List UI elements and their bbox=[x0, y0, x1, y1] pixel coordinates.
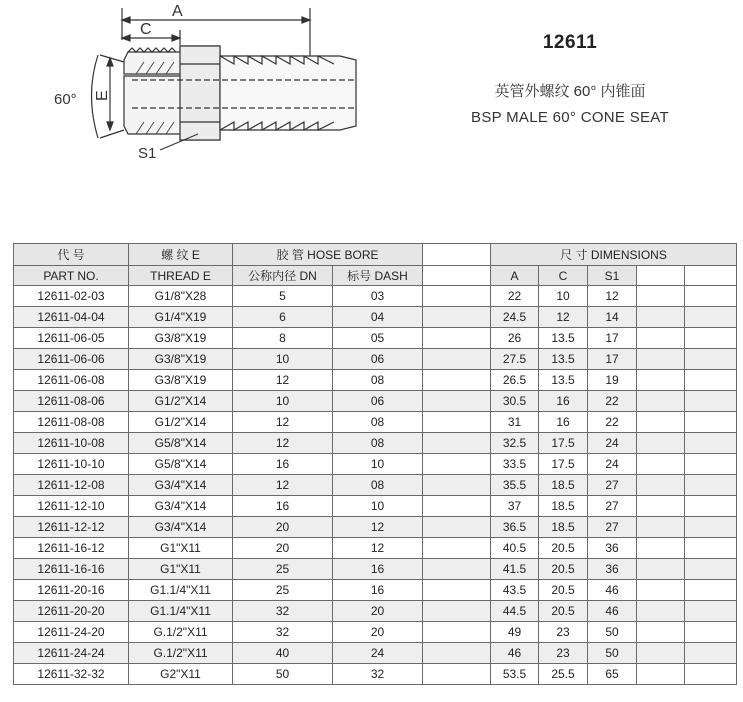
cell-part-no: 12611-24-24 bbox=[14, 643, 129, 664]
header-dash: 标号 DASH bbox=[333, 266, 423, 286]
cell-dash: 10 bbox=[333, 454, 423, 475]
cell-blank bbox=[637, 433, 685, 454]
table-row bbox=[14, 664, 737, 685]
cell-blank bbox=[685, 328, 737, 349]
cell-dash: 32 bbox=[333, 664, 423, 685]
cell-thread: G5/8"X14 bbox=[129, 454, 233, 475]
cell-a: 37 bbox=[491, 496, 539, 517]
cell-dn: 25 bbox=[233, 559, 333, 580]
cell-blank bbox=[423, 559, 491, 580]
table-row bbox=[14, 286, 737, 307]
cell-blank bbox=[423, 538, 491, 559]
cell-s1: 36 bbox=[588, 559, 637, 580]
cell-a: 53.5 bbox=[491, 664, 539, 685]
cell-thread: G3/4"X14 bbox=[129, 475, 233, 496]
cell-a: 35.5 bbox=[491, 475, 539, 496]
cell-blank bbox=[685, 475, 737, 496]
cell-s1: 22 bbox=[588, 412, 637, 433]
header-blank bbox=[685, 266, 737, 286]
cell-thread: G3/4"X14 bbox=[129, 517, 233, 538]
cell-blank bbox=[423, 643, 491, 664]
dim-c-label: C bbox=[140, 21, 152, 38]
table-row bbox=[14, 454, 737, 475]
cell-s1: 22 bbox=[588, 391, 637, 412]
cell-a: 31 bbox=[491, 412, 539, 433]
cell-s1: 27 bbox=[588, 517, 637, 538]
header-blank bbox=[423, 244, 491, 266]
cell-c: 13.5 bbox=[539, 328, 588, 349]
table-row bbox=[14, 496, 737, 517]
cell-blank bbox=[423, 286, 491, 307]
cell-thread: G1/2"X14 bbox=[129, 412, 233, 433]
header-part-cn: 代 号 bbox=[14, 244, 129, 266]
cell-blank bbox=[685, 601, 737, 622]
table-row bbox=[14, 475, 737, 496]
cell-s1: 50 bbox=[588, 643, 637, 664]
cell-c: 23 bbox=[539, 643, 588, 664]
table-row bbox=[14, 328, 737, 349]
cell-blank bbox=[637, 286, 685, 307]
header-part-en: PART NO. bbox=[14, 266, 129, 286]
cell-blank bbox=[423, 601, 491, 622]
cell-blank bbox=[685, 307, 737, 328]
cell-c: 20.5 bbox=[539, 601, 588, 622]
cell-blank bbox=[685, 643, 737, 664]
cell-a: 49 bbox=[491, 622, 539, 643]
table-row bbox=[14, 559, 737, 580]
cell-blank bbox=[685, 391, 737, 412]
cell-blank bbox=[637, 601, 685, 622]
table-row bbox=[14, 391, 737, 412]
header-blank bbox=[637, 266, 685, 286]
cell-s1: 50 bbox=[588, 622, 637, 643]
cell-blank bbox=[685, 433, 737, 454]
cell-blank bbox=[685, 454, 737, 475]
cell-blank bbox=[423, 664, 491, 685]
cell-part-no: 12611-32-32 bbox=[14, 664, 129, 685]
cell-thread: G3/8"X19 bbox=[129, 328, 233, 349]
cell-blank bbox=[423, 622, 491, 643]
cell-thread: G1.1/4"X11 bbox=[129, 601, 233, 622]
cell-dash: 20 bbox=[333, 601, 423, 622]
cell-s1: 24 bbox=[588, 433, 637, 454]
cell-thread: G1/8"X28 bbox=[129, 286, 233, 307]
cell-blank bbox=[685, 370, 737, 391]
cell-thread: G1/4"X19 bbox=[129, 307, 233, 328]
cell-c: 13.5 bbox=[539, 349, 588, 370]
cell-part-no: 12611-10-08 bbox=[14, 433, 129, 454]
cell-c: 20.5 bbox=[539, 580, 588, 601]
cell-blank bbox=[685, 538, 737, 559]
header-s1: S1 bbox=[588, 266, 637, 286]
cell-blank bbox=[685, 622, 737, 643]
cell-blank bbox=[685, 286, 737, 307]
header-a: A bbox=[491, 266, 539, 286]
table-row bbox=[14, 412, 737, 433]
cell-c: 17.5 bbox=[539, 454, 588, 475]
cell-blank bbox=[423, 454, 491, 475]
cell-thread: G3/8"X19 bbox=[129, 349, 233, 370]
table-row bbox=[14, 622, 737, 643]
cell-c: 18.5 bbox=[539, 496, 588, 517]
cell-s1: 46 bbox=[588, 580, 637, 601]
cell-blank bbox=[423, 496, 491, 517]
cell-part-no: 12611-12-10 bbox=[14, 496, 129, 517]
cell-a: 36.5 bbox=[491, 517, 539, 538]
header-c: C bbox=[539, 266, 588, 286]
header-dn: 公称内径 DN bbox=[233, 266, 333, 286]
cell-a: 24.5 bbox=[491, 307, 539, 328]
table-row bbox=[14, 307, 737, 328]
cell-thread: G3/8"X19 bbox=[129, 370, 233, 391]
cell-blank bbox=[637, 559, 685, 580]
cell-c: 23 bbox=[539, 622, 588, 643]
cell-blank bbox=[637, 475, 685, 496]
cell-s1: 12 bbox=[588, 286, 637, 307]
cell-blank bbox=[637, 391, 685, 412]
cell-blank bbox=[637, 328, 685, 349]
cell-blank bbox=[423, 580, 491, 601]
cell-part-no: 12611-12-12 bbox=[14, 517, 129, 538]
cell-part-no: 12611-16-12 bbox=[14, 538, 129, 559]
cell-blank bbox=[637, 496, 685, 517]
fitting-drawing bbox=[40, 0, 380, 170]
cell-blank bbox=[685, 580, 737, 601]
cell-c: 20.5 bbox=[539, 559, 588, 580]
table-row bbox=[14, 433, 737, 454]
cell-blank bbox=[423, 391, 491, 412]
cell-blank bbox=[637, 580, 685, 601]
cell-thread: G1/2"X14 bbox=[129, 391, 233, 412]
table-row bbox=[14, 643, 737, 664]
part-number-title: 12611 bbox=[542, 32, 598, 53]
cell-blank bbox=[685, 517, 737, 538]
cell-dn: 32 bbox=[233, 601, 333, 622]
cell-blank bbox=[423, 517, 491, 538]
table-row bbox=[14, 370, 737, 391]
cell-blank bbox=[637, 454, 685, 475]
cell-thread: G1.1/4"X11 bbox=[129, 580, 233, 601]
cell-c: 16 bbox=[539, 412, 588, 433]
cell-dn: 32 bbox=[233, 622, 333, 643]
cell-a: 43.5 bbox=[491, 580, 539, 601]
cell-dn: 8 bbox=[233, 328, 333, 349]
cell-blank bbox=[685, 664, 737, 685]
cell-blank bbox=[637, 517, 685, 538]
cell-s1: 24 bbox=[588, 454, 637, 475]
dim-a-label: A bbox=[172, 3, 183, 20]
cell-blank bbox=[637, 622, 685, 643]
cell-blank bbox=[685, 412, 737, 433]
cell-part-no: 12611-08-06 bbox=[14, 391, 129, 412]
cell-s1: 17 bbox=[588, 328, 637, 349]
cell-part-no: 12611-16-16 bbox=[14, 559, 129, 580]
cell-dn: 12 bbox=[233, 433, 333, 454]
cell-dash: 08 bbox=[333, 433, 423, 454]
cell-dash: 05 bbox=[333, 328, 423, 349]
cell-blank bbox=[685, 496, 737, 517]
cell-blank bbox=[637, 307, 685, 328]
cell-blank bbox=[423, 370, 491, 391]
cell-dash: 06 bbox=[333, 349, 423, 370]
cell-a: 32.5 bbox=[491, 433, 539, 454]
cell-a: 26 bbox=[491, 328, 539, 349]
cell-dash: 08 bbox=[333, 370, 423, 391]
cell-blank bbox=[637, 664, 685, 685]
cell-dn: 12 bbox=[233, 412, 333, 433]
cell-dash: 04 bbox=[333, 307, 423, 328]
cell-blank bbox=[423, 433, 491, 454]
cell-c: 13.5 bbox=[539, 370, 588, 391]
header-dimensions: 尺 寸 DIMENSIONS bbox=[491, 244, 737, 266]
cell-s1: 27 bbox=[588, 475, 637, 496]
cell-thread: G3/4"X14 bbox=[129, 496, 233, 517]
cell-blank bbox=[423, 328, 491, 349]
dim-e-label: E bbox=[94, 90, 111, 101]
cell-a: 44.5 bbox=[491, 601, 539, 622]
cell-part-no: 12611-06-08 bbox=[14, 370, 129, 391]
cell-dash: 12 bbox=[333, 517, 423, 538]
cell-thread: G5/8"X14 bbox=[129, 433, 233, 454]
cell-thread: G1"X11 bbox=[129, 538, 233, 559]
header-thread-en: THREAD E bbox=[129, 266, 233, 286]
cell-blank bbox=[637, 538, 685, 559]
table-row bbox=[14, 580, 737, 601]
cell-a: 30.5 bbox=[491, 391, 539, 412]
angle-label: 60° bbox=[54, 91, 77, 108]
table-row bbox=[14, 517, 737, 538]
cell-blank bbox=[423, 349, 491, 370]
cell-blank bbox=[423, 307, 491, 328]
cell-s1: 14 bbox=[588, 307, 637, 328]
cell-thread: G.1/2"X11 bbox=[129, 643, 233, 664]
description-chinese: 英管外螺纹 60° 内锥面 bbox=[494, 83, 646, 100]
cell-dash: 24 bbox=[333, 643, 423, 664]
cell-dn: 5 bbox=[233, 286, 333, 307]
cell-a: 33.5 bbox=[491, 454, 539, 475]
cell-part-no: 12611-10-10 bbox=[14, 454, 129, 475]
cell-dn: 10 bbox=[233, 349, 333, 370]
cell-dn: 40 bbox=[233, 643, 333, 664]
table-row bbox=[14, 349, 737, 370]
cell-dash: 08 bbox=[333, 412, 423, 433]
cell-c: 18.5 bbox=[539, 517, 588, 538]
table-row bbox=[14, 601, 737, 622]
cell-blank bbox=[685, 559, 737, 580]
cell-a: 41.5 bbox=[491, 559, 539, 580]
cell-part-no: 12611-06-05 bbox=[14, 328, 129, 349]
cell-dn: 10 bbox=[233, 391, 333, 412]
cell-s1: 17 bbox=[588, 349, 637, 370]
cell-part-no: 12611-08-08 bbox=[14, 412, 129, 433]
cell-a: 26.5 bbox=[491, 370, 539, 391]
cell-dn: 6 bbox=[233, 307, 333, 328]
cell-dn: 16 bbox=[233, 454, 333, 475]
spec-table bbox=[13, 243, 737, 685]
title-block bbox=[440, 32, 700, 126]
cell-s1: 65 bbox=[588, 664, 637, 685]
cell-c: 25.5 bbox=[539, 664, 588, 685]
cell-blank bbox=[637, 349, 685, 370]
cell-s1: 46 bbox=[588, 601, 637, 622]
cell-c: 18.5 bbox=[539, 475, 588, 496]
cell-a: 22 bbox=[491, 286, 539, 307]
cell-dash: 16 bbox=[333, 580, 423, 601]
cell-c: 16 bbox=[539, 391, 588, 412]
dim-s1-label: S1 bbox=[138, 145, 157, 162]
cell-dash: 16 bbox=[333, 559, 423, 580]
cell-a: 27.5 bbox=[491, 349, 539, 370]
description-english: BSP MALE 60° CONE SEAT bbox=[471, 109, 669, 126]
cell-part-no: 12611-04-04 bbox=[14, 307, 129, 328]
table-row bbox=[14, 538, 737, 559]
cell-dash: 20 bbox=[333, 622, 423, 643]
cell-blank bbox=[423, 475, 491, 496]
cell-c: 12 bbox=[539, 307, 588, 328]
cell-dash: 10 bbox=[333, 496, 423, 517]
cell-thread: G2"X11 bbox=[129, 664, 233, 685]
cell-dn: 16 bbox=[233, 496, 333, 517]
cell-dash: 03 bbox=[333, 286, 423, 307]
cell-c: 20.5 bbox=[539, 538, 588, 559]
cell-blank bbox=[423, 412, 491, 433]
cell-c: 10 bbox=[539, 286, 588, 307]
cell-s1: 27 bbox=[588, 496, 637, 517]
cell-thread: G1"X11 bbox=[129, 559, 233, 580]
cell-part-no: 12611-24-20 bbox=[14, 622, 129, 643]
cell-blank bbox=[637, 412, 685, 433]
header-blank bbox=[423, 266, 491, 286]
cell-dash: 12 bbox=[333, 538, 423, 559]
cell-dash: 08 bbox=[333, 475, 423, 496]
cell-dash: 06 bbox=[333, 391, 423, 412]
header-hose-bore: 胶 管 HOSE BORE bbox=[233, 244, 423, 266]
cell-dn: 25 bbox=[233, 580, 333, 601]
cell-dn: 50 bbox=[233, 664, 333, 685]
cell-part-no: 12611-06-06 bbox=[14, 349, 129, 370]
cell-dn: 20 bbox=[233, 538, 333, 559]
cell-s1: 19 bbox=[588, 370, 637, 391]
cell-blank bbox=[637, 370, 685, 391]
cell-dn: 20 bbox=[233, 517, 333, 538]
cell-s1: 36 bbox=[588, 538, 637, 559]
cell-part-no: 12611-20-20 bbox=[14, 601, 129, 622]
cell-thread: G.1/2"X11 bbox=[129, 622, 233, 643]
cell-dn: 12 bbox=[233, 475, 333, 496]
header-thread-cn: 螺 纹 E bbox=[129, 244, 233, 266]
cell-blank bbox=[637, 643, 685, 664]
cell-part-no: 12611-20-16 bbox=[14, 580, 129, 601]
cell-c: 17.5 bbox=[539, 433, 588, 454]
cell-blank bbox=[685, 349, 737, 370]
cell-dn: 12 bbox=[233, 370, 333, 391]
cell-part-no: 12611-02-03 bbox=[14, 286, 129, 307]
cell-a: 40.5 bbox=[491, 538, 539, 559]
cell-part-no: 12611-12-08 bbox=[14, 475, 129, 496]
cell-a: 46 bbox=[491, 643, 539, 664]
